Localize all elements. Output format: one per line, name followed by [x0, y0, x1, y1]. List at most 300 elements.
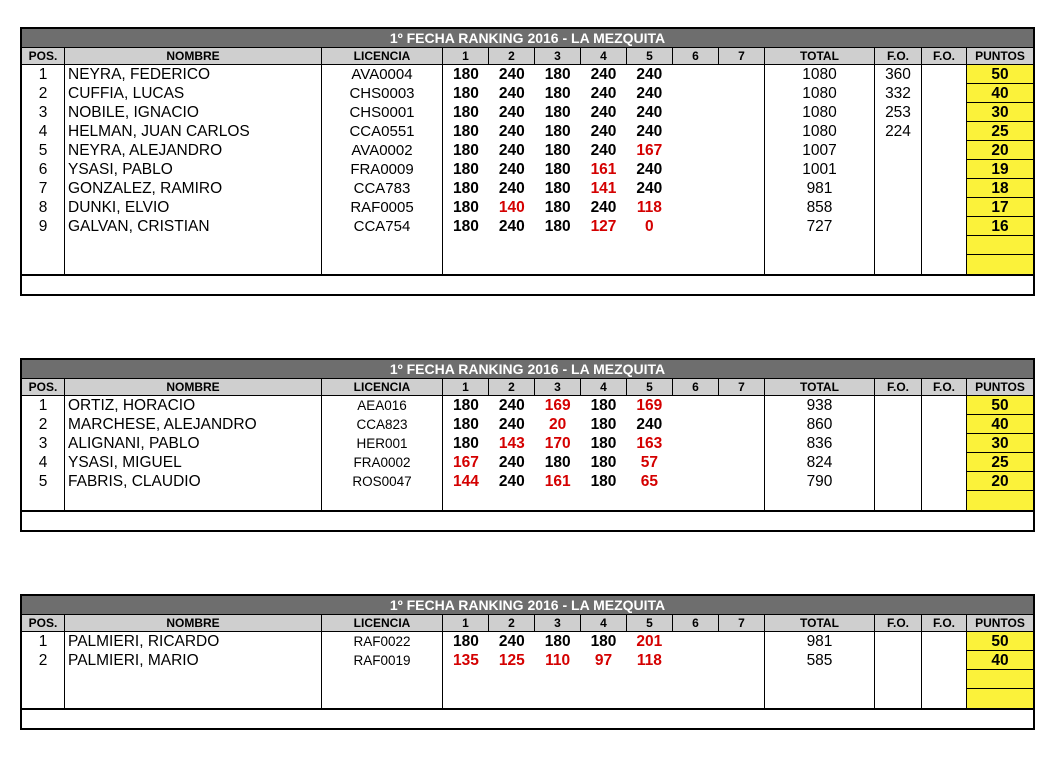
series-score-6: [672, 179, 718, 198]
total-score: 836: [806, 435, 833, 452]
column-header-s1: 1: [443, 379, 489, 395]
score-row: [443, 198, 764, 217]
license-column: [322, 65, 443, 274]
name-column: [65, 65, 322, 274]
series-score-5: 118: [636, 199, 662, 216]
ranking-table-3: [20, 594, 1035, 730]
series-score-4: 141: [590, 180, 617, 197]
total-score: 981: [806, 180, 833, 197]
final-score-2: [922, 472, 966, 491]
series-score-3: 180: [544, 85, 571, 102]
column-header-nombre: NOMBRE: [65, 48, 322, 64]
points-value: [967, 255, 1033, 274]
series-score-6: [672, 415, 718, 434]
series-score-3: 180: [544, 104, 571, 121]
series-score-3: 180: [544, 218, 571, 235]
series-score-4: 180: [590, 454, 617, 471]
series-score-5: 163: [636, 435, 663, 452]
series-score-6: [672, 651, 718, 670]
series-score-5: 240: [636, 66, 663, 83]
license-number: CCA783: [353, 180, 411, 197]
license-column: [322, 396, 443, 510]
license-number: AVA0002: [351, 142, 413, 159]
series-score-7: [718, 122, 764, 141]
total-score: 858: [806, 199, 833, 216]
series-score-3: 180: [544, 199, 571, 216]
series-score-3: 161: [544, 473, 571, 490]
total-score: 1007: [802, 142, 837, 159]
series-score-1: 167: [452, 454, 479, 471]
series-score-6: [672, 472, 718, 491]
table-title: 1º FECHA RANKING 2016 - LA MEZQUITA: [22, 29, 1033, 48]
total-score: 1080: [802, 85, 837, 102]
athlete-name: ALIGNANI, PABLO: [68, 435, 200, 452]
row-position: 6: [38, 161, 48, 178]
column-header-licencia: LICENCIA: [322, 48, 443, 64]
athlete-name: GONZALEZ, RAMIRO: [68, 180, 223, 197]
column-header-licencia: LICENCIA: [322, 615, 443, 631]
license-number: RAF0005: [350, 199, 414, 216]
series-score-5: 65: [640, 473, 658, 490]
final-score-1: 224: [885, 123, 911, 140]
row-position: 3: [38, 435, 48, 452]
series-score-5: 167: [636, 142, 663, 159]
column-header-s2: 2: [489, 48, 535, 64]
column-header-s6: 6: [673, 615, 719, 631]
series-score-1: 180: [452, 416, 479, 433]
row-position: 8: [38, 199, 48, 216]
column-header-puntos: PUNTOS: [975, 49, 1025, 63]
athlete-name: NEYRA, FEDERICO: [68, 66, 211, 83]
license-column: [322, 632, 443, 708]
points-value: 30: [967, 103, 1033, 122]
column-header-row: [22, 48, 1033, 65]
series-score-2: 240: [498, 416, 525, 433]
points-value: [967, 236, 1033, 255]
score-row: [443, 472, 764, 491]
total-score: 585: [806, 652, 833, 669]
series-score-4: 180: [590, 416, 617, 433]
column-header-licencia: LICENCIA: [322, 379, 443, 395]
series-score-6: [672, 217, 718, 236]
series-score-6: [672, 160, 718, 179]
final-score-2: [922, 103, 966, 122]
series-score-2: 240: [498, 66, 525, 83]
ranking-table-1: [20, 27, 1035, 296]
series-score-1: 180: [452, 104, 479, 121]
column-header-fo1: F.O.: [875, 379, 922, 395]
series-score-1: 144: [452, 473, 479, 490]
score-row: [443, 103, 764, 122]
series-score-3: 180: [544, 123, 571, 140]
athlete-name: YSASI, PABLO: [68, 161, 173, 178]
row-position: 5: [38, 142, 48, 159]
series-score-5: 169: [636, 397, 663, 414]
series-score-6: [672, 122, 718, 141]
table-footer: [22, 510, 1033, 530]
pos-column: [22, 65, 65, 274]
series-score-4: 240: [590, 104, 617, 121]
column-header-pos: POS.: [22, 379, 65, 395]
column-header-s4: 4: [581, 48, 627, 64]
column-header-s5: 5: [627, 48, 673, 64]
series-score-2: 140: [498, 199, 525, 216]
column-header-s3: 3: [535, 379, 581, 395]
series-score-7: [718, 84, 764, 103]
series-score-1: 180: [452, 66, 479, 83]
series-score-7: [718, 415, 764, 434]
series-score-5: 240: [636, 180, 663, 197]
points-value: 18: [967, 179, 1033, 198]
points-value: [967, 491, 1033, 510]
series-score-2: 240: [498, 180, 525, 197]
series-score-5: 240: [636, 104, 663, 121]
final-score-2: [922, 632, 966, 651]
row-position: 2: [38, 652, 48, 669]
series-score-1: 180: [452, 85, 479, 102]
column-header-s7: 7: [719, 615, 765, 631]
column-header-s1: 1: [443, 48, 489, 64]
athlete-name: PALMIERI, MARIO: [68, 652, 199, 669]
row-position: 1: [38, 633, 48, 650]
total-score: 727: [806, 218, 833, 235]
score-row: [443, 179, 764, 198]
final-score-1: [875, 472, 921, 491]
series-score-4: 240: [590, 142, 617, 159]
series-score-4: 240: [590, 199, 617, 216]
license-number: FRA0009: [350, 161, 414, 178]
final-score-1: [875, 453, 921, 472]
column-header-puntos: PUNTOS: [975, 616, 1025, 630]
column-header-pos: POS.: [22, 48, 65, 64]
series-score-4: 180: [590, 633, 617, 650]
column-header-s1: 1: [443, 615, 489, 631]
license-number: ROS0047: [352, 474, 412, 489]
athlete-name: DUNKI, ELVIO: [68, 199, 170, 216]
license-number: CHS0003: [349, 85, 415, 102]
athlete-name: FABRIS, CLAUDIO: [68, 473, 201, 490]
row-position: 4: [38, 123, 48, 140]
series-score-3: 180: [544, 142, 571, 159]
series-score-6: [672, 434, 718, 453]
points-value: 40: [967, 415, 1033, 434]
scores-column: [443, 65, 765, 274]
series-score-4: 240: [590, 123, 617, 140]
final-score-2: [922, 651, 966, 670]
series-score-4: 161: [590, 161, 617, 178]
ranking-table-2: [20, 358, 1035, 532]
total-score: 1080: [802, 66, 837, 83]
score-row: [443, 217, 764, 236]
final-score-1: [875, 434, 921, 453]
column-header-pos: POS.: [22, 615, 65, 631]
series-score-7: [718, 651, 764, 670]
total-score: 1080: [802, 123, 837, 140]
series-score-2: 240: [498, 104, 525, 121]
series-score-7: [718, 632, 764, 651]
name-column: [65, 632, 322, 708]
points-value: 30: [967, 434, 1033, 453]
series-score-6: [672, 453, 718, 472]
series-score-2: 240: [498, 633, 525, 650]
license-number: CCA0551: [349, 123, 415, 140]
column-header-row: [22, 379, 1033, 396]
final-score-1: 360: [885, 66, 911, 83]
total-score: 938: [806, 397, 833, 414]
series-score-1: 180: [452, 180, 479, 197]
athlete-name: NEYRA, ALEJANDRO: [68, 142, 223, 159]
fo2-column: [922, 632, 967, 708]
scores-column: [443, 396, 765, 510]
series-score-3: 20: [549, 416, 567, 433]
table-body: [22, 632, 1033, 708]
row-position: 2: [38, 416, 48, 433]
series-score-1: 180: [452, 142, 479, 159]
series-score-1: 180: [452, 199, 479, 216]
series-score-1: 180: [452, 633, 479, 650]
points-value: 17: [967, 198, 1033, 217]
points-value: [967, 670, 1033, 689]
series-score-5: 57: [640, 454, 658, 471]
series-score-2: 125: [498, 652, 525, 669]
column-header-s6: 6: [673, 48, 719, 64]
points-value: 20: [967, 141, 1033, 160]
final-score-2: [922, 84, 966, 103]
series-score-6: [672, 103, 718, 122]
final-score-2: [922, 453, 966, 472]
row-position: 7: [38, 180, 48, 197]
athlete-name: MARCHESE, ALEJANDRO: [68, 416, 257, 433]
series-score-2: 240: [498, 85, 525, 102]
column-header-puntos: PUNTOS: [975, 380, 1025, 394]
row-position: 3: [38, 104, 48, 121]
final-score-2: [922, 122, 966, 141]
final-score-2: [922, 415, 966, 434]
series-score-7: [718, 472, 764, 491]
series-score-1: 180: [452, 218, 479, 235]
series-score-2: 240: [498, 123, 525, 140]
series-score-7: [718, 141, 764, 160]
series-score-1: 180: [452, 161, 479, 178]
score-row: [443, 632, 764, 651]
series-score-6: [672, 632, 718, 651]
license-number: AVA0004: [351, 66, 413, 83]
athlete-name: GALVAN, CRISTIAN: [68, 218, 210, 235]
pos-column: [22, 632, 65, 708]
points-value: 19: [967, 160, 1033, 179]
final-score-1: 332: [885, 85, 911, 102]
series-score-3: 180: [544, 66, 571, 83]
column-header-total: TOTAL: [765, 615, 875, 631]
points-value: 25: [967, 122, 1033, 141]
score-row: [443, 160, 764, 179]
total-score: 860: [806, 416, 833, 433]
column-header-s5: 5: [627, 379, 673, 395]
series-score-4: 240: [590, 85, 617, 102]
final-score-1: [875, 632, 921, 651]
column-header-fo2: F.O.: [922, 48, 967, 64]
row-position: 1: [38, 397, 48, 414]
final-score-1: 253: [885, 104, 911, 121]
points-value: 50: [967, 65, 1033, 84]
table-body: [22, 65, 1033, 274]
series-score-7: [718, 198, 764, 217]
row-position: 5: [38, 473, 48, 490]
license-number: AEA016: [357, 398, 407, 413]
total-column: [765, 65, 875, 274]
final-score-2: [922, 65, 966, 84]
series-score-3: 180: [544, 454, 571, 471]
series-score-4: 97: [594, 652, 613, 669]
column-header-total: TOTAL: [765, 48, 875, 64]
score-row: [443, 141, 764, 160]
column-header-fo1: F.O.: [875, 48, 922, 64]
series-score-7: [718, 160, 764, 179]
final-score-1: [875, 179, 921, 198]
row-position: 2: [38, 85, 48, 102]
table-title: 1º FECHA RANKING 2016 - LA MEZQUITA: [22, 360, 1033, 379]
total-score: 824: [806, 454, 833, 471]
series-score-1: 180: [452, 435, 479, 452]
license-number: RAF0022: [353, 634, 411, 649]
series-score-3: 180: [544, 161, 571, 178]
column-header-row: [22, 615, 1033, 632]
final-score-2: [922, 160, 966, 179]
row-position: 4: [38, 454, 48, 471]
score-row: [443, 415, 764, 434]
athlete-name: NOBILE, IGNACIO: [68, 104, 199, 121]
series-score-7: [718, 453, 764, 472]
license-number: CCA754: [353, 218, 411, 235]
athlete-name: HELMAN, JUAN CARLOS: [68, 123, 250, 140]
series-score-4: 180: [590, 397, 617, 414]
license-number: CHS0001: [349, 104, 415, 121]
points-value: 20: [967, 472, 1033, 491]
final-score-1: [875, 160, 921, 179]
final-score-2: [922, 217, 966, 236]
final-score-1: [875, 217, 921, 236]
column-header-nombre: NOMBRE: [65, 615, 322, 631]
series-score-7: [718, 396, 764, 415]
fo2-column: [922, 396, 967, 510]
series-score-5: 240: [636, 161, 663, 178]
fo1-column: [875, 65, 922, 274]
series-score-6: [672, 141, 718, 160]
final-score-1: [875, 396, 921, 415]
table-title: 1º FECHA RANKING 2016 - LA MEZQUITA: [22, 596, 1033, 615]
points-value: 40: [967, 84, 1033, 103]
series-score-6: [672, 198, 718, 217]
total-column: [765, 632, 875, 708]
row-position: 9: [38, 218, 48, 235]
score-row: [443, 84, 764, 103]
column-header-s3: 3: [535, 48, 581, 64]
series-score-2: 240: [498, 161, 525, 178]
score-row: [443, 434, 764, 453]
license-number: FRA0002: [353, 455, 411, 470]
score-row: [443, 651, 764, 670]
series-score-1: 180: [452, 397, 479, 414]
points-column: [967, 396, 1033, 510]
points-value: [967, 689, 1033, 708]
series-score-4: 180: [590, 435, 617, 452]
total-score: 790: [806, 473, 833, 490]
series-score-5: 0: [645, 218, 654, 235]
final-score-2: [922, 198, 966, 217]
column-header-s7: 7: [719, 48, 765, 64]
license-number: HER001: [356, 436, 408, 451]
score-row: [443, 65, 764, 84]
final-score-1: [875, 651, 921, 670]
athlete-name: ORTIZ, HORACIO: [68, 397, 196, 414]
score-row: [443, 396, 764, 415]
series-score-7: [718, 103, 764, 122]
column-header-fo2: F.O.: [922, 379, 967, 395]
total-score: 1080: [802, 104, 837, 121]
column-header-s3: 3: [535, 615, 581, 631]
series-score-7: [718, 179, 764, 198]
series-score-5: 240: [636, 416, 663, 433]
points-value: 40: [967, 651, 1033, 670]
name-column: [65, 396, 322, 510]
column-header-s7: 7: [719, 379, 765, 395]
column-header-s6: 6: [673, 379, 719, 395]
series-score-1: 180: [452, 123, 479, 140]
series-score-5: 240: [636, 85, 663, 102]
license-number: RAF0019: [353, 653, 411, 668]
series-score-7: [718, 217, 764, 236]
series-score-2: 240: [498, 397, 525, 414]
final-score-1: [875, 415, 921, 434]
series-score-5: 201: [636, 633, 663, 650]
points-column: [967, 632, 1033, 708]
athlete-name: PALMIERI, RICARDO: [68, 633, 220, 650]
series-score-3: 110: [545, 652, 571, 669]
column-header-s4: 4: [581, 379, 627, 395]
athlete-name: YSASI, MIGUEL: [68, 454, 182, 471]
final-score-1: [875, 141, 921, 160]
series-score-2: 240: [498, 454, 525, 471]
column-header-fo2: F.O.: [922, 615, 967, 631]
final-score-1: [875, 198, 921, 217]
pos-column: [22, 396, 65, 510]
score-row: [443, 453, 764, 472]
table-body: [22, 396, 1033, 510]
points-value: 50: [967, 396, 1033, 415]
column-header-s4: 4: [581, 615, 627, 631]
points-value: 16: [967, 217, 1033, 236]
table-footer: [22, 708, 1033, 728]
series-score-5: 240: [636, 123, 663, 140]
points-value: 50: [967, 632, 1033, 651]
series-score-4: 127: [590, 218, 617, 235]
series-score-3: 180: [544, 633, 571, 650]
table-footer: [22, 274, 1033, 294]
series-score-6: [672, 84, 718, 103]
series-score-4: 180: [590, 473, 617, 490]
total-column: [765, 396, 875, 510]
series-score-2: 143: [498, 435, 525, 452]
points-column: [967, 65, 1033, 274]
fo1-column: [875, 632, 922, 708]
series-score-6: [672, 396, 718, 415]
series-score-3: 180: [544, 180, 571, 197]
fo1-column: [875, 396, 922, 510]
final-score-2: [922, 434, 966, 453]
fo2-column: [922, 65, 967, 274]
series-score-3: 169: [544, 397, 571, 414]
series-score-1: 135: [452, 652, 479, 669]
